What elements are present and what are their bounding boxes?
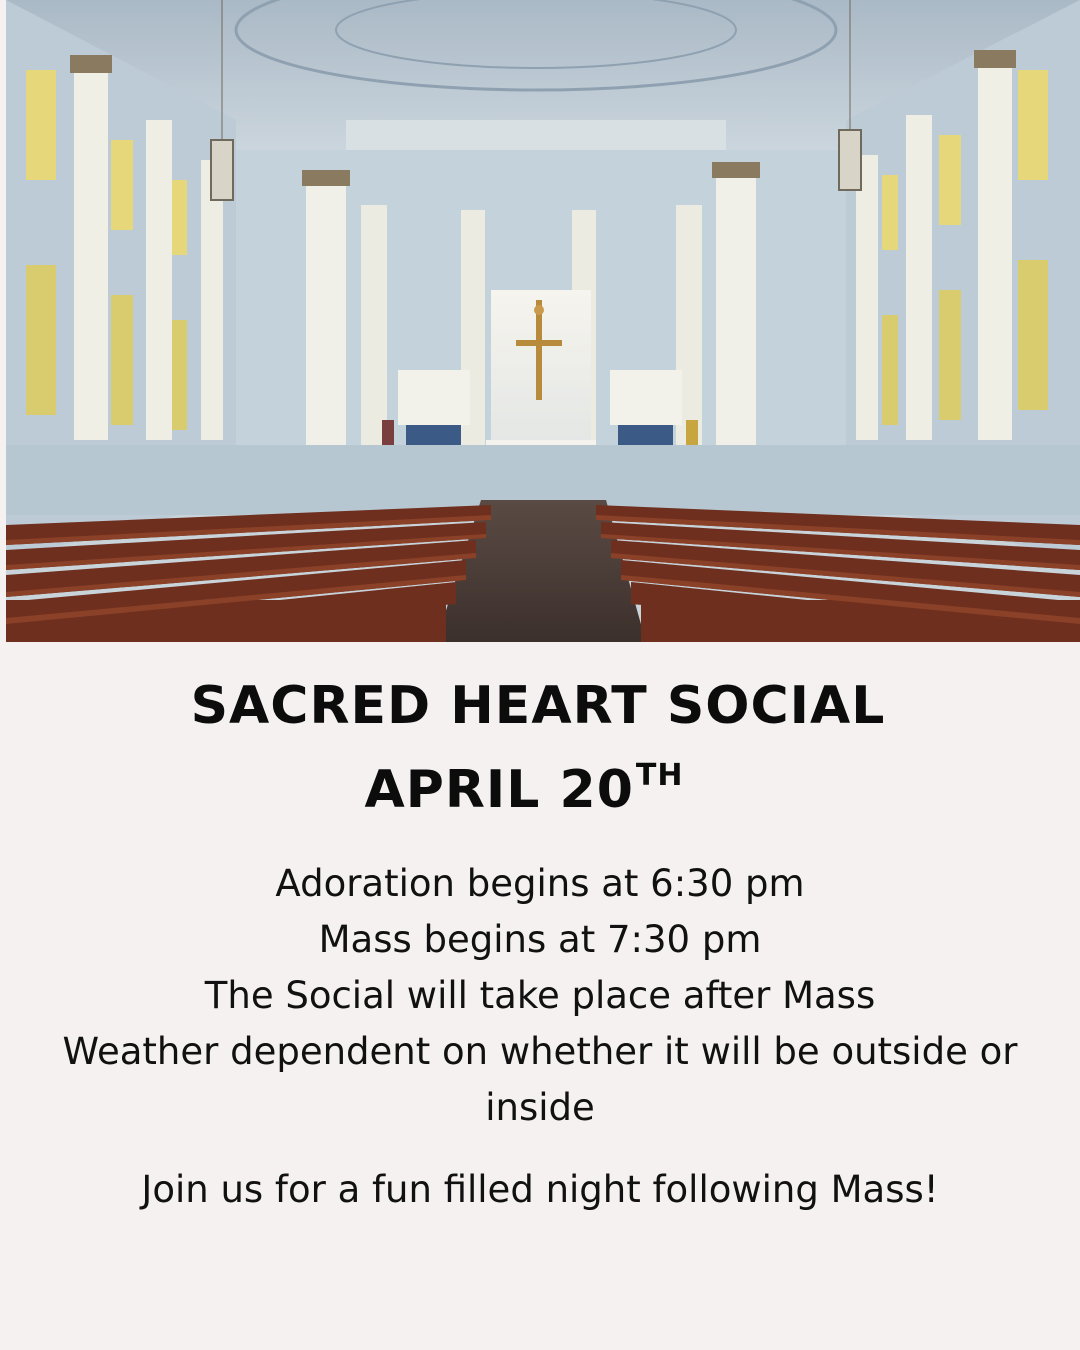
- church-interior-photo: [6, 0, 1080, 642]
- mass-time: Mass begins at 7:30 pm: [318, 918, 762, 961]
- adoration-time: Adoration begins at 6:30 pm: [275, 862, 805, 905]
- weather-note: Weather dependent on whether it will be outside or inside: [62, 1030, 1018, 1129]
- event-details: [0, 856, 1080, 1136]
- event-date: [0, 758, 1064, 820]
- event-title: SACRED HEART SOCIAL: [190, 676, 886, 736]
- social-note: The Social will take place after Mass: [204, 974, 876, 1017]
- event-date-suffix: TH: [635, 758, 684, 793]
- event-date-main: APRIL 20: [364, 760, 634, 820]
- closing-invitation: Join us for a fun filled night following Mass!: [141, 1168, 939, 1211]
